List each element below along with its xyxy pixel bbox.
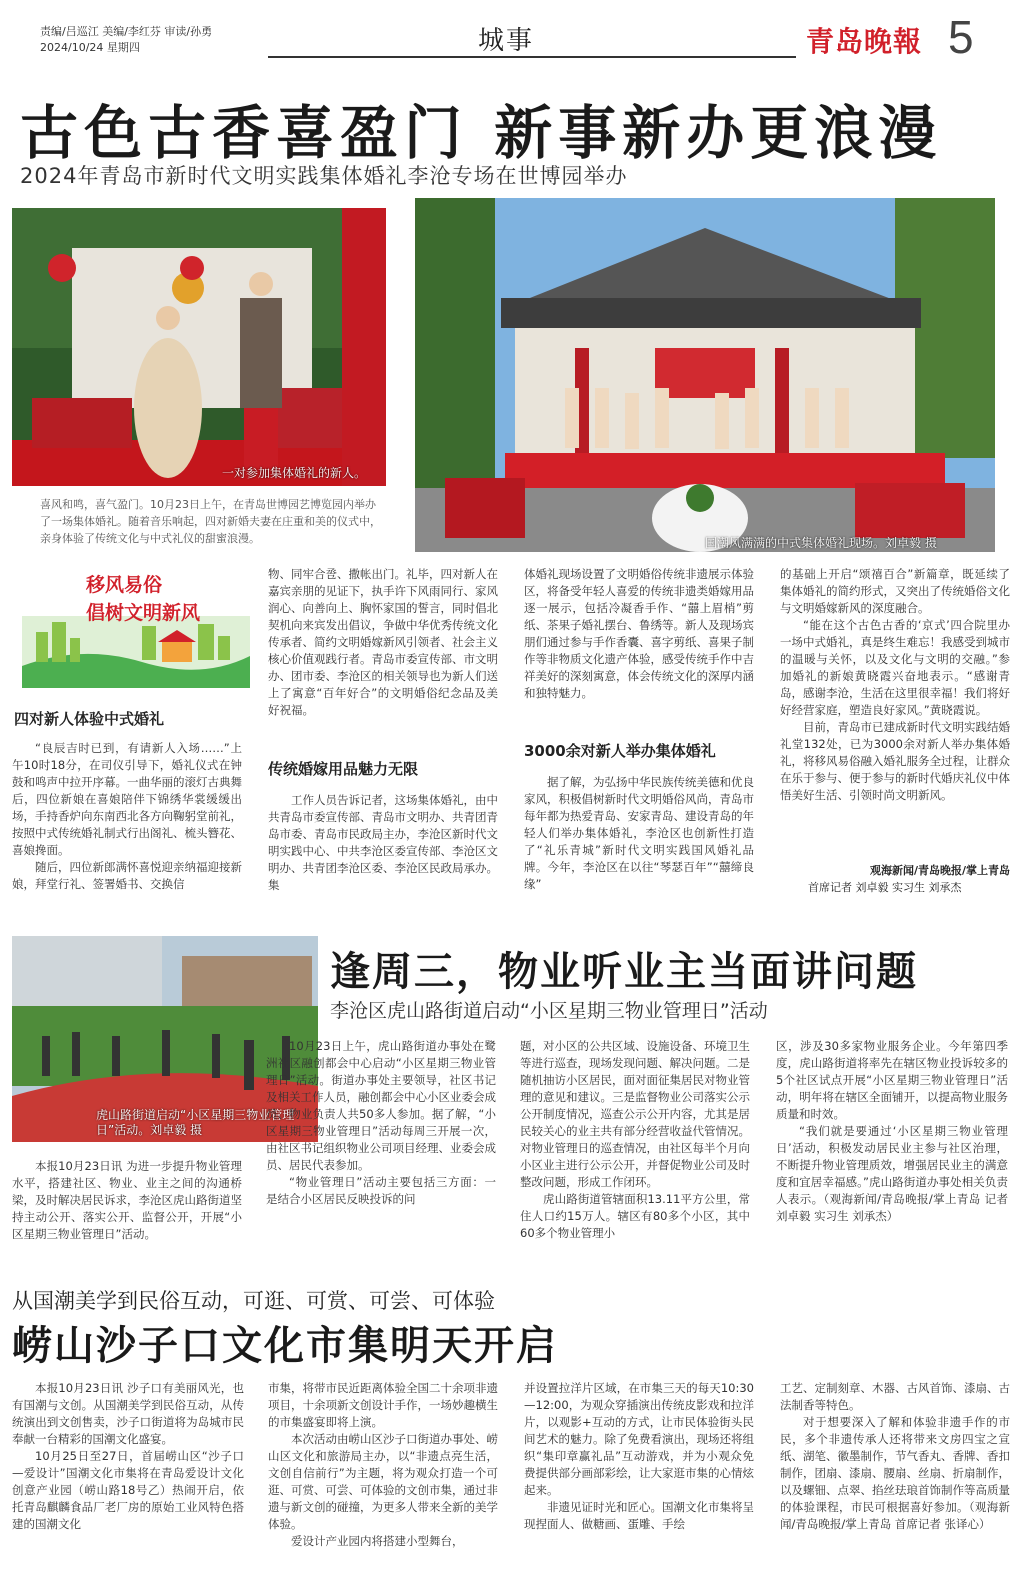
article1-column-4: [780, 566, 1010, 862]
sub-heading-1: 四对新人体验中式婚礼: [14, 710, 165, 728]
article1-column-3a: [524, 566, 754, 726]
sub-heading-2: 传统婚嫁用品魅力无限: [268, 760, 419, 778]
article1-column-1: [12, 740, 242, 894]
paragraph: 市集，将带市民近距离体验全国二十余项非遗项目，十余项新文创设计手作，一场妙趣横生的市集盛宴即将上演。: [268, 1381, 498, 1429]
article2-subtitle: 李沧区虎山路街道启动“小区星期三物业管理日”活动: [330, 1000, 768, 1022]
article2-photo-caption: 虎山路街道启动“小区星期三物业管理日”活动。刘卓毅 摄: [96, 1108, 295, 1137]
newspaper-masthead: 青岛晚報: [806, 25, 923, 58]
paragraph: 的基础上开启“颂禧百合”新篇章，既延续了集体婚礼的简约形式，又突出了传统婚俗文化与文明婚嫁新风的深度融合。: [780, 567, 1010, 615]
paragraph: “我们就是要通过‘小区星期三物业管理日’活动，积极发动居民业主参与社区治理，不断提升物业管理质效，增强居民业主的满意度和宜居幸福感。”虎山路街道办事处相关负责人表示。（观海新闻/青岛晚报/掌上青岛 记者 刘卓毅 实习生 刘承杰）: [776, 1124, 1008, 1223]
article1-column-2b: [268, 792, 498, 894]
photo1-caption: 一对参加集体婚礼的新人。: [222, 466, 367, 480]
paragraph: 爱设计产业园内将搭建小型舞台，: [291, 1534, 464, 1548]
article1-column-2a: [268, 566, 498, 744]
paragraph: 工作人员告诉记者，这场集体婚礼，由中共青岛市委宣传部、青岛市文明办、共青团青岛市委、青岛市民政局主办，李沧区新时代文明实践中心、中共李沧区委宣传部、李沧区文明办、共青团李沧区委、李沧区民政局承办。集: [268, 793, 498, 892]
banner-line1: 移风易俗: [86, 574, 163, 596]
paragraph: 题，对小区的公共区域、设施设备、环境卫生等进行巡查，现场发现问题、解决问题。二是随机抽访小区居民，面对面征集居民对物业管理的意见和建议。三是监督物业公司落实公示公开制度情况，巡查公示公开内容，尤其是居民较关心的业主共有部分经营收益代管情况。对物业管理日的巡查情况，由社区每半个月向小区业主进行公示公开，并督促物业公司及时整改问题，形成工作闭环。: [520, 1039, 750, 1189]
photo2-caption: 国潮风满满的中式集体婚礼现场。刘卓毅 摄: [705, 536, 937, 550]
article2-column-3: [776, 1038, 1008, 1264]
paragraph: 体婚礼现场设置了文明婚俗传统非遗展示体验区，将备受年轻人喜爱的传统非遗类婚嫁用品逐一展示，包括冷凝香手作、“囍上眉梢”剪纸、茶果子婚礼摆台、鲁绣等。新人及现场宾朋们通过参与手作香囊、喜字剪纸、喜果子制作等非物质文化遗产体验，感受传统手作中吉祥美好的深刻寓意，体会传统文化的深厚内涵和独特魅力。: [524, 567, 754, 700]
paragraph: 虎山路街道管辖面积13.11平方公里，常住人口约15万人。辖区有80多个小区，其中60多个物业管理小: [520, 1192, 750, 1240]
paragraph: “能在这个古色古香的‘京式’四合院里办一场中式婚礼，真是终生难忘！我感受到城市的温暖与关怀，以及文化与文明的交融。”参加婚礼的新娘黄晓霞兴奋地表示。“感谢青岛，感谢李沧，生活在这里很幸福！我们将好好经营家庭，塑造良好家风。”黄晓霞说。: [780, 618, 1010, 717]
paragraph: 随后，四位新郎满怀喜悦迎亲纳福迎接新娘，拜堂行礼、签署婚书、交换信: [12, 860, 242, 891]
article3-column-2: [268, 1380, 498, 1568]
article1-column-3b: [524, 774, 754, 894]
header-rule: [268, 56, 796, 58]
collective-wedding-image: [415, 198, 995, 552]
article2-title: 逢周三，物业听业主当面讲问题: [330, 949, 918, 995]
article1-signature: [780, 862, 1010, 896]
paragraph: 本报10月23日讯 沙子口有美丽风光，也有国潮与文创。从国潮美学到民俗互动，从传统演出到文创售卖，沙子口街道将为岛城市民奉献一台精彩的国潮文化盛宴。: [12, 1381, 244, 1446]
wedding-couple-photo: [12, 208, 386, 486]
paragraph: 并设置拉洋片区域，在市集三天的每天10:30—12:00，为观众穿插演出传统皮影戏和拉洋片，以观影+互动的方式，让市民体验街头民间艺术的魅力。除了免费看演出，现场还将组织“集印章赢礼品”互动游戏，并为小观众免费提供部分画部彩绘，让大家逛市集的心情炫起来。: [524, 1381, 754, 1497]
article2-column-2: [520, 1038, 750, 1264]
article3-column-1: [12, 1380, 244, 1568]
signature-reporters: 首席记者 刘卓毅 实习生 刘承杰: [808, 881, 962, 894]
paragraph: “良辰吉时已到，有请新人入场……”上午10时18分，在司仪引导下，婚礼仪式在钟鼓和鸣声中拉开序幕。一曲华丽的滚灯古典舞后，四位新娘在喜娘陪伴下锦绣华裳缓缓出场，手持香炉向东南西北各方向鞠躬堂前礼，按照中式传统婚礼制式行出阁礼、梳头簪花、喜娘搀面。: [12, 741, 242, 857]
paragraph: 非遗见证时光和匠心。国潮文化市集将呈现捏面人、做糖画、蛋雕、手绘: [524, 1500, 754, 1531]
article3-column-3: [524, 1380, 754, 1568]
paragraph: 本报10月23日讯 为进一步提升物业管理水平，搭建社区、物业、业主之间的沟通桥梁，及时解决居民诉求，李沧区虎山路街道坚持主动公开、落实公开、监督公开，开展“小区星期三物业管理日”活动。: [12, 1159, 242, 1241]
article2-lead: [12, 1158, 242, 1262]
page-number: 5: [948, 11, 974, 63]
wedding-couple-image: [12, 208, 386, 486]
paragraph: 10月23日上午，虎山路街道办事处在鹭洲社区融创都会中心启动“小区星期三物业管理日”活动。街道办事处主要领导，社区书记及相关工作人员，融创都会中心小区业委会成员、物业负责人共50多人参加。据了解，“小区星期三物业管理日”活动每周三开展一次，由社区书记组织物业公司项目经理、业委会成员、居民代表参加。: [266, 1039, 496, 1172]
paragraph: 对于想要深入了解和体验非遗手作的市民，多个非遗传承人还将带来文房四宝之宣纸、湖笔、徽墨制作，节气香丸、香牌、香扣制作，团扇、漆扇、腰扇、丝扇、折扇制作，以及螺钿、点翠、掐丝珐琅首饰制作等高质量的体验课程，市民可根据喜好参加。（观海新闻/青岛晚报/掌上青岛 首席记者 张译心）: [780, 1415, 1010, 1531]
credits-editors: 责编/吕巡江 美编/李红芬 审读/孙勇: [40, 25, 213, 38]
paragraph: 工艺、定制刻章、木器、古风首饰、漆扇、古法制香等特色。: [780, 1381, 1010, 1412]
signature-outlet: 观海新闻/青岛晚报/掌上青岛: [869, 864, 1010, 877]
article3-column-4: [780, 1380, 1010, 1568]
lead-caption: 喜风和鸣，喜气盈门。10月23日上午，在青岛世博园艺博览园内举办了一场集体婚礼。随着音乐响起，四对新婚夫妻在庄重和美的仪式中，亲身体验了传统文化与中式礼仪的甜蜜浪漫。: [40, 498, 381, 545]
paragraph: 10月25日至27日，首届崂山区“沙子口—爱设计”国潮文化市集将在青岛爱设计文化创意产业园（崂山路18号乙）热闹开启，依托青岛麒麟食品厂老厂房的原始工业风特色搭建的国潮文化: [12, 1449, 244, 1531]
paragraph: 物、同牢合卺、撒帐出门。礼毕，四对新人在嘉宾亲朋的见证下，执手许下风雨同行、家风润心、向善向上、胸怀家国的誓言，同时倡北契机向来宾发出倡议，争做中华优秀传统文化传承者、简约文明婚嫁新风引领者、社会主义核心价值观践行者。青岛市委宣传部、市文明办、团市委、李沧区的相关领导也为新人们送上了寓意“百年好合”的文明婚俗纪念品及美好祝福。: [268, 567, 498, 717]
civilization-banner: [22, 566, 250, 688]
publish-date: 2024/10/24 星期四: [40, 41, 140, 54]
article1-subtitle: 2024年青岛市新时代文明实践集体婚礼李沧专场在世博园举办: [20, 164, 628, 188]
sub-heading-3: 3000余对新人举办集体婚礼: [524, 742, 716, 760]
article3-title: 崂山沙子口文化市集明天开启: [12, 1323, 558, 1369]
paragraph: 区，涉及30多家物业服务企业。今年第四季度，虎山路街道将率先在辖区物业投诉较多的5个社区试点开展“小区星期三物业管理日”活动，明年将在辖区全面铺开，以提高物业服务质量和时效。: [776, 1039, 1008, 1121]
collective-wedding-photo: [415, 198, 995, 552]
page-header: [0, 0, 1024, 70]
article2-column-1: [266, 1038, 496, 1264]
section-name: 城事: [478, 26, 535, 56]
paragraph: 据了解，为弘扬中华民族传统美德和优良家风，积极倡树新时代文明婚俗风尚，青岛市每年都为热爱青岛、安家青岛、建设青岛的年轻人们举办集体婚礼，李沧区也创新性打造了“礼乐青城”新时代文明实践国风婚礼品牌。今年，李沧区在以往“琴瑟百年”“囍缔良缘”: [524, 775, 754, 891]
paragraph: 目前，青岛市已建成新时代文明实践结婚礼堂132处，已为3000余对新人举办集体婚礼，将移风易俗融入婚礼服务全过程，让群众在乐于参与、便于参与的新时代婚庆礼仪中体悟美好生活、引领时尚文明新风。: [780, 720, 1010, 802]
article1-title: 古色古香喜盈门 新事新办更浪漫: [20, 99, 943, 167]
editor-credits: [40, 24, 212, 56]
banner-line2: 倡树文明新风: [86, 602, 201, 624]
paragraph: 本次活动由崂山区沙子口街道办事处、崂山区文化和旅游局主办，以“非遗点亮生活，文创自信前行”为主题，将为观众打造一个可逛、可赏、可尝、可体验的文创市集，通过非遗与新文创的碰撞，为更多人带来全新的美学体验。: [268, 1432, 498, 1531]
article3-kicker: 从国潮美学到民俗互动，可逛、可赏、可尝、可体验: [12, 1289, 495, 1313]
paragraph: “物业管理日”活动主要包括三方面：一是结合小区居民反映投诉的问: [266, 1175, 496, 1206]
